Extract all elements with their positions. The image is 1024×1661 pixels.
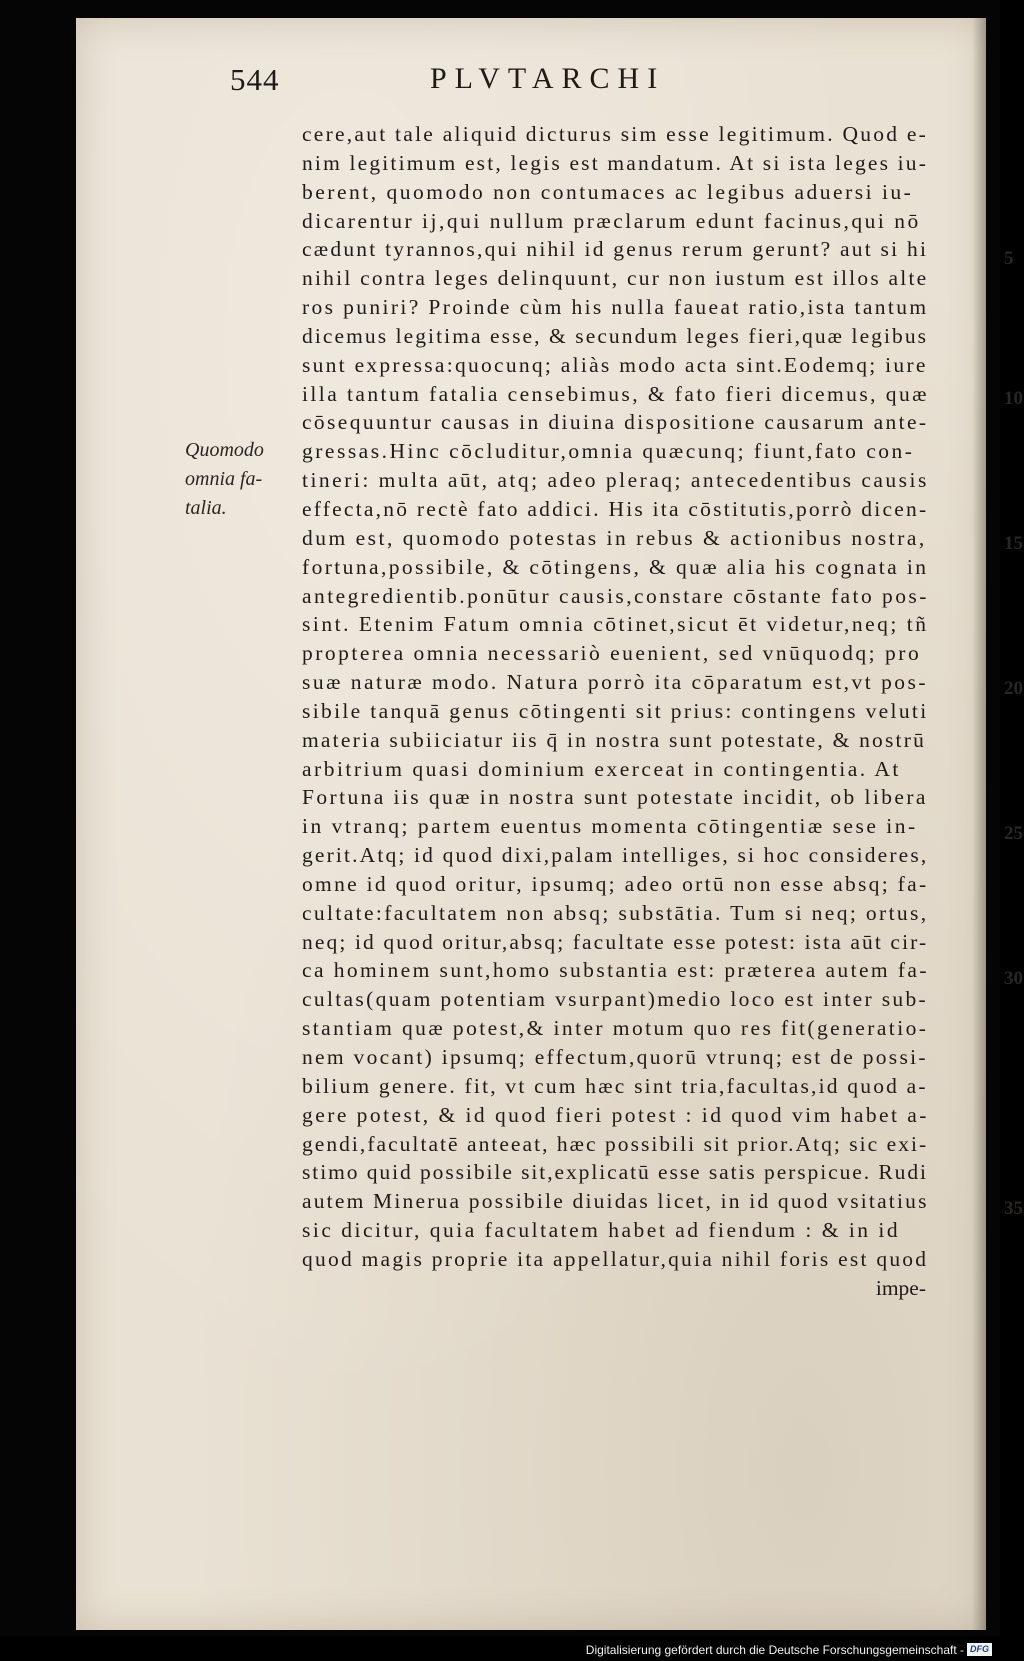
line-number: 35 <box>1004 1198 1023 1219</box>
line-number: 30 <box>1004 968 1023 989</box>
text-line: dum est, quomodo potestas in rebus & actionibus nostra, <box>302 525 927 550</box>
line-number: 5 <box>1004 248 1014 269</box>
text-line: suæ naturæ modo. Natura porrò ita cōparatum est,vt pos- <box>302 670 929 695</box>
text-line: sint. Etenim Fatum omnia cōtinet,sicut ēt videtur,neq; tñ <box>302 612 929 637</box>
text-line: dicemus legitima esse, & secundum leges fieri,quæ legibus <box>302 323 929 348</box>
text-line: nim legitimum est, legis est mandatum. At si ista leges iu- <box>302 150 929 175</box>
text-line: tineri: multa aūt, atq; adeo pleraq; antecedentibus causis <box>302 468 929 493</box>
text-line: cultas(quam potentiam vsurpant)medio loco est inter sub- <box>302 987 929 1012</box>
page-edge-shadow <box>972 18 986 1630</box>
text-line: berent, quomodo non contumaces ac legibus aduersi iu- <box>302 179 914 204</box>
text-line: illa tantum fatalia censebimus, & fato fieri dicemus, quæ <box>302 381 929 406</box>
line-number-column <box>1004 18 1024 1630</box>
text-line: cere,aut tale aliquid dicturus sim esse legitimum. Quod e- <box>302 122 929 146</box>
line-number: 25 <box>1004 823 1023 844</box>
text-line: gressas.Hinc cōcluditur,omnia quæcunq; fiunt,fato con- <box>302 439 915 464</box>
text-line: dicarentur ij,qui nullum præclarum edunt facinus,qui nō <box>302 208 921 233</box>
text-line: gerit.Atq; id quod dixi,palam intelliges, si hoc consideres, <box>302 843 929 868</box>
text-line: sibile tanquā genus cōtingenti sit prius: contingens veluti <box>302 698 929 723</box>
marginal-note <box>185 436 297 522</box>
text-line: gendi,facultatē anteeat, hæc possibili sit prior.Atq; sic exi- <box>302 1131 929 1156</box>
line-number: 15 <box>1004 533 1023 554</box>
page-number: 544 <box>230 62 280 97</box>
marginal-note-line: Quomodo <box>185 439 264 461</box>
text-line: ca hominem sunt,homo substantia est: præterea autem fa- <box>302 958 929 983</box>
text-line: neq; id quod oritur,absq; facultate esse potest: ista aūt cir- <box>302 929 929 954</box>
text-line: cædunt tyrannos,qui nihil id genus rerum gerunt? aut si hi <box>302 237 929 262</box>
text-line: effecta,nō rectè fato addici. His ita cōstitutis,porrò dicen- <box>302 496 929 521</box>
text-line: bilium genere. fit, vt cum hæc sint tria,facultas,id quod a- <box>302 1073 928 1098</box>
text-line: cōsequuntur causas in diuina dispositione causarum ante- <box>302 410 929 435</box>
text-line: sic dicitur, quia facultatem habet ad fiendum : & in id <box>302 1218 901 1243</box>
footer-credit: Digitalisierung gefördert durch die Deutsche Forschungsgemeinschaft - <box>585 1643 964 1657</box>
text-line: materia subiiciatur iis q̄ in nostra sunt potestate, & nostrū <box>302 727 927 752</box>
text-line: propterea omnia necessariò euenient, sed vnūquodq; pro <box>302 641 922 666</box>
text-line: gere potest, & id quod fieri potest : id quod vim habet a- <box>302 1102 929 1127</box>
text-line: fortuna,possibile, & cōtingens, & quæ alia his cognata in <box>302 554 929 579</box>
line-number: 20 <box>1004 678 1023 699</box>
text-line: antegredientib.ponūtur causis,constare cōstante fato pos- <box>302 583 929 608</box>
running-title: PLVTARCHI <box>430 62 666 95</box>
page-header <box>230 62 910 106</box>
text-line: nihil contra leges delinquunt, cur non iustum est illos alte <box>302 266 929 291</box>
line-number: 10 <box>1004 388 1023 409</box>
text-line: impe- <box>875 1275 926 1300</box>
text-line: Fortuna iis quæ in nostra sunt potestate incidit, ob libera <box>302 785 928 810</box>
text-line: sunt expressa:quocunq; aliàs modo acta sint.Eodemq; iure <box>302 352 928 377</box>
text-line: stimo quid possibile sit,explicatū esse satis perspicue. Rudi <box>302 1160 928 1185</box>
body-text <box>302 120 929 1303</box>
text-line: autem Minerua possibile diuidas licet, in id quod vsitatius <box>302 1189 929 1214</box>
text-line: nem vocant) ipsumq; effectum,quorū vtrunq; est de possi- <box>302 1045 928 1069</box>
text-line: quod magis proprie ita appellatur,quia nihil foris est quod <box>302 1246 929 1271</box>
marginal-note-line: omnia fa- <box>185 467 263 490</box>
text-line: arbitrium quasi dominium exerceat in contingentia. At <box>302 756 901 781</box>
text-line: ros puniri? Proinde cùm his nulla faueat ratio,ista tantum <box>302 295 929 320</box>
text-line: stantiam quæ potest,& inter motum quo res fit(generatio- <box>302 1016 929 1041</box>
text-line: cultate:facultatem non absq; substātia. Tum si neq; ortus, <box>302 900 929 925</box>
text-line: omne id quod oritur, ipsumq; adeo ortū non esse absq; fa- <box>302 871 929 896</box>
dfg-logo: DFG <box>967 1643 992 1656</box>
marginal-note-line: talia. <box>185 496 227 519</box>
text-line: in vtranq; partem euentus momenta cōtingentiæ sese in- <box>302 814 918 839</box>
